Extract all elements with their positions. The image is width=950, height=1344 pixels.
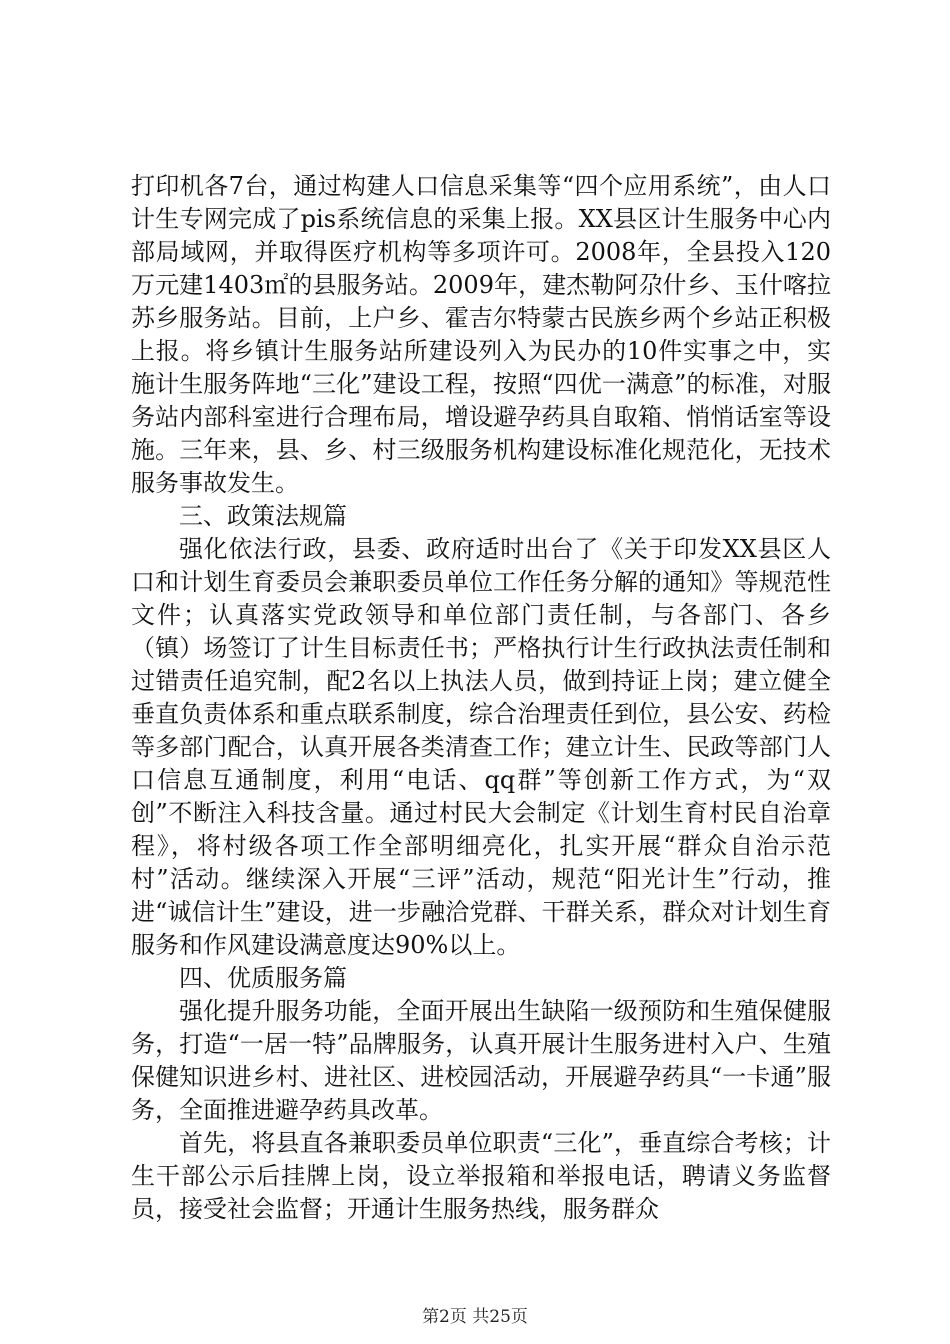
page-footer: 第2页 共25页 <box>422 1307 528 1327</box>
paragraph-policy-regulations: 强化依法行政，县委、政府适时出台了《关于印发XX县区人口和计划生育委员会兼职委员单位工作任务分解的通知》等规范性文件；认真落实党政领导和单位部门责任制，与各部门、各乡（镇）场签订了计生目标责任书；严格执行计生行政执法责任制和过错责任追究制，配2名以上执法人员，做到持证上岗；建立健全垂直负责体系和重点联系制度，综合治理责任到位，县公安、药检等多部门配合，认真开展各类清查工作；建立计生、民政等部门人口信息互通制度，利用“电话、qq群”等创新工作方式，为“双创”不断注入科技含量。通过村民大会制定《计划生育村民自治章程》，将村级各项工作全部明细亮化，扎实开展“群众自治示范村”活动。继续深入开展“三评”活动，规范“阳光计生”行动，推进“诚信计生”建设，进一步融洽党群、干群关系，群众对计划生育服务和作风建设满意度达90%以上。 <box>131 535 831 959</box>
paragraph-first-measures: 首先，将县直各兼职委员单位职责“三化”，垂直综合考核；计生干部公示后挂牌上岗，设立举报箱和举报电话，聘请义务监督员，接受社会监督；开通计生服务热线，服务群众 <box>131 1129 831 1223</box>
heading-quality-service: 四、优质服务篇 <box>179 964 347 992</box>
paragraph-service-stations: 打印机各7台，通过构建人口信息采集等“四个应用系统”，由人口计生专网完成了pis系统信息的采集上报。XX县区计生服务中心内部局域网，并取得医疗机构等多项许可。2008年，全县投入120万元建1403㎡的县服务站。2009年，建杰勒阿尕什乡、玉什喀拉苏乡服务站。目前，上户乡、霍吉尔特蒙古民族乡两个乡站正积极上报。将乡镇计生服务站所建设列入为民办的10件实事之中，实施计生服务阵地“三化”建设工程，按照“四优一满意”的标准，对服务站内部科室进行合理布局，增设避孕药具自取箱、悄悄话室等设施。三年来，县、乡、村三级服务机构建设标准化规范化，无技术服务事故发生。 <box>131 172 831 497</box>
document-body <box>131 170 831 1226</box>
paragraph-quality-service: 强化提升服务功能，全面开展出生缺陷一级预防和生殖保健服务，打造“一居一特”品牌服务，认真开展计生服务进村入户、生殖保健知识进乡村、进社区、进校园活动，开展避孕药具“一卡通”服务，全面推进避孕药具改革。 <box>131 997 831 1124</box>
heading-policy-regulations: 三、政策法规篇 <box>179 502 347 530</box>
